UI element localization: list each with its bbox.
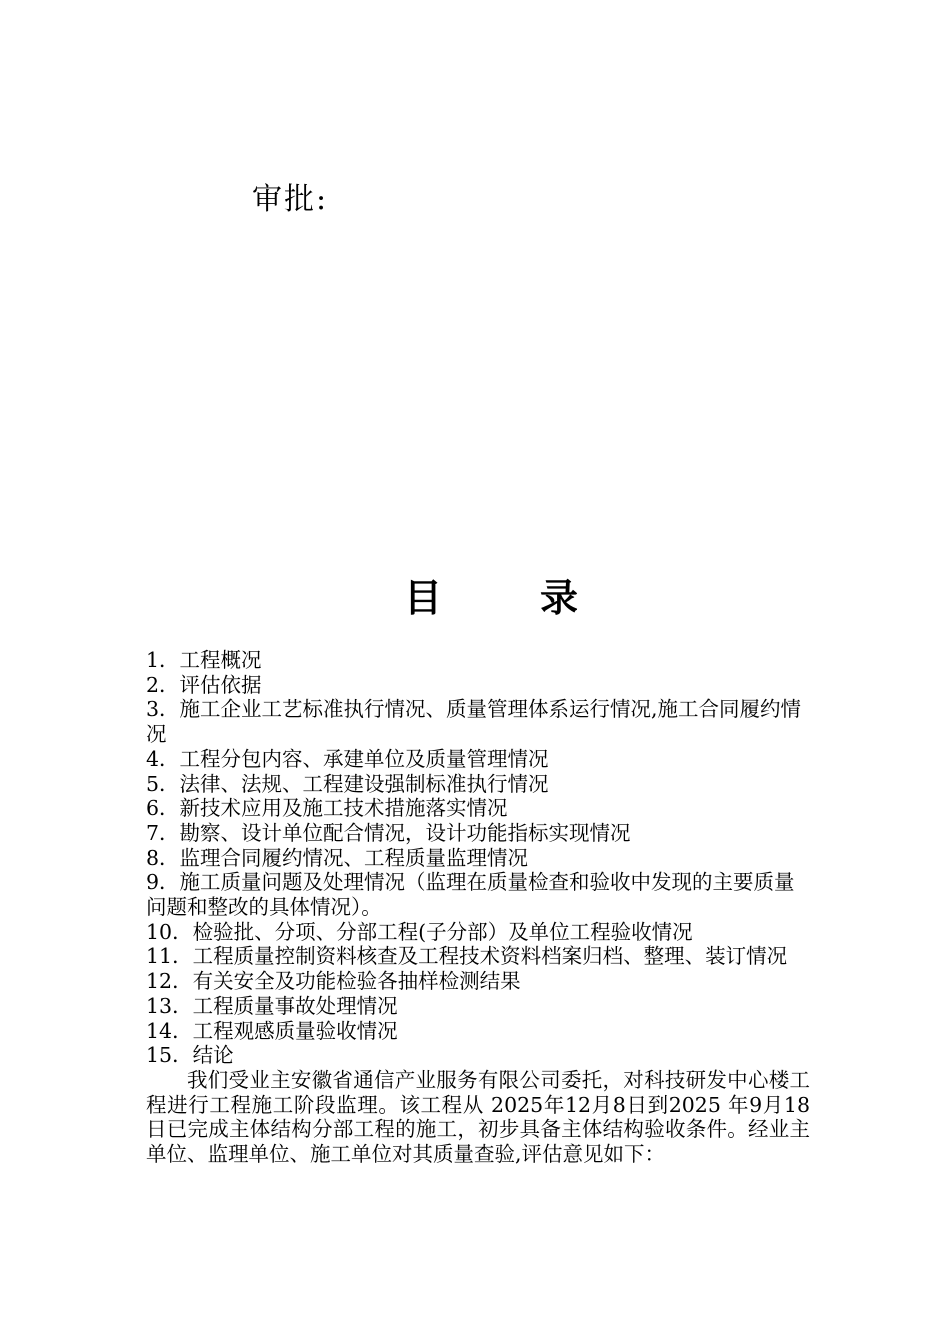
toc-item-3: 3．施工企业工艺标准执行情况、质量管理体系运行情况,施工合同履约情况 [146, 697, 802, 747]
toc-item-8: 8．监理合同履约情况、工程质量监理情况 [146, 845, 529, 870]
toc-item-1: 1．工程概况 [146, 648, 262, 672]
document-content [146, 648, 810, 1167]
toc-item-10: 10．检验批、分项、分部工程(子分部）及单位工程验收情况 [146, 919, 693, 944]
toc-item-11: 11．工程质量控制资料核查及工程技术资料档案归档、整理、装订情况 [146, 944, 788, 969]
toc-item-2: 2．评估依据 [146, 672, 262, 697]
toc-item-7: 7．勘察、设计单位配合情况，设计功能指标实现情况 [146, 820, 631, 845]
toc-item-15: 15．结论 [146, 1043, 234, 1068]
toc-title [404, 574, 578, 622]
toc-item-9: 9．施工质量问题及处理情况（监理在质量检查和验收中发现的主要质量问题和整改的具体情况）。 [146, 870, 795, 920]
body-paragraph: 我们受业主安徽省通信产业服务有限公司委托，对科技研发中心楼工程进行工程施工阶段监理。该工程从 2025年12月8日到2025 年9月18日已完成主体结构分部工程的施工，初步具备主体结构验收条件。经业主单位、监理单位、施工单位对其质量查验,评估意见如下： [146, 1067, 810, 1167]
toc-title-char-1: 目 [404, 575, 443, 620]
toc-item-14: 14．工程观感质量验收情况 [146, 1018, 398, 1043]
toc-item-13: 13．工程质量事故处理情况 [146, 993, 398, 1018]
toc-item-5: 5．法律、法规、工程建设强制标准执行情况 [146, 771, 549, 796]
toc-item-6: 6．新技术应用及施工技术措施落实情况 [146, 796, 508, 821]
toc-title-char-2: 录 [540, 575, 579, 620]
approval-label: 审批: [252, 182, 329, 217]
toc-item-4: 4．工程分包内容、承建单位及质量管理情况 [146, 746, 549, 771]
toc-item-12: 12．有关安全及功能检验各抽样检测结果 [146, 969, 521, 994]
